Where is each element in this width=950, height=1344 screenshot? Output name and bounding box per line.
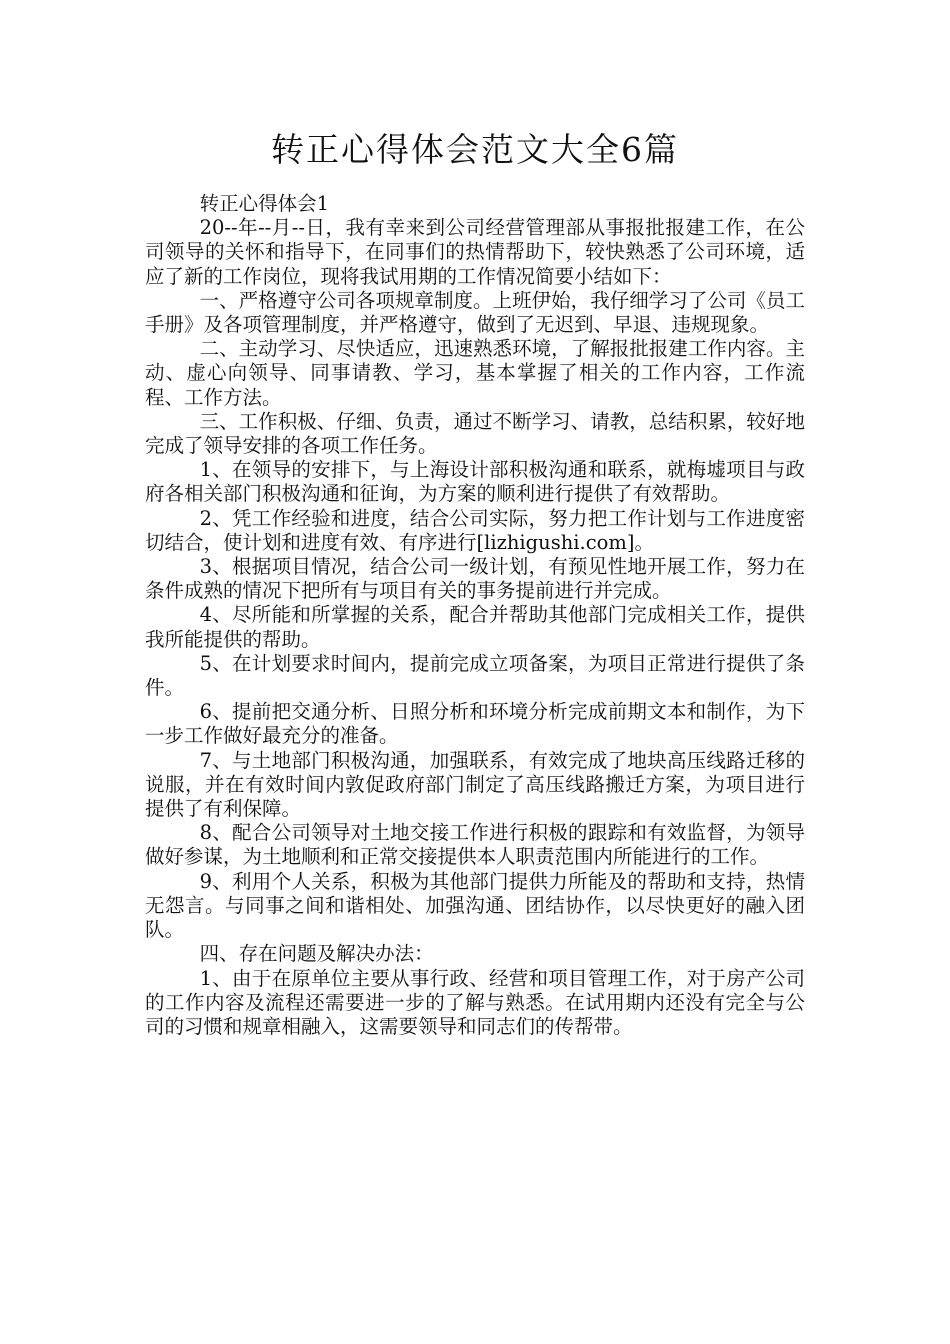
list-item: 8、配合公司领导对土地交接工作进行积极的跟踪和有效监督，为领导做好参谋，为土地顺利和正常交接提供本人职责范围内所能进行的工作。	[145, 821, 805, 869]
list-item: 1、在领导的安排下，与上海设计部积极沟通和联系，就梅墟项目与政府各相关部门积极沟通和征询，为方案的顺利进行提供了有效帮助。	[145, 458, 805, 506]
paragraph-rules: 一、严格遵守公司各项规章制度。上班伊始，我仔细学习了公司《员工手册》及各项管理制度，并严格遵守，做到了无迟到、早退、违规现象。	[145, 288, 805, 337]
intro-paragraph: 20--年--月--日，我有幸来到公司经营管理部从事报批报建工作，在公司领导的关怀和指导下，在同事们的热情帮助下，较快熟悉了公司环境，适应了新的工作岗位，现将我试用期的工作情况简要小结如下：	[145, 216, 805, 288]
paragraph-work: 三、工作积极、仔细、负责，通过不断学习、请教，总结积累，较好地完成了领导安排的各项工作任务。	[145, 409, 805, 458]
list-item: 4、尽所能和所掌握的关系，配合并帮助其他部门完成相关工作，提供我所能提供的帮助。	[145, 603, 805, 651]
list-item: 1、由于在原单位主要从事行政、经营和项目管理工作，对于房产公司的工作内容及流程还需要进一步的了解与熟悉。在试用期内还没有完全与公司的习惯和规章相融入，这需要领导和同志们的传帮带。	[145, 966, 805, 1038]
document-page	[145, 128, 805, 1039]
document-title: 转正心得体会范文大全6篇	[271, 130, 679, 169]
list-item: 5、在计划要求时间内，提前完成立项备案，为项目正常进行提供了条件。	[145, 651, 805, 700]
list-item: 3、根据项目情况，结合公司一级计划，有预见性地开展工作，努力在条件成熟的情况下把所有与项目有关的事务提前进行并完成。	[145, 555, 805, 603]
list-item: 9、利用个人关系，积极为其他部门提供力所能及的帮助和支持，热情无怨言。与同事之间和谐相处、加强沟通、团结协作，以尽快更好的融入团队。	[145, 869, 805, 942]
paragraph-problems: 四、存在问题及解决办法：	[199, 942, 434, 966]
section-heading: 转正心得体会1	[199, 192, 330, 215]
document-body	[145, 192, 805, 1039]
paragraph-learning: 二、主动学习、尽快适应，迅速熟悉环境，了解报批报建工作内容。主动、虚心向领导、同事请教、学习，基本掌握了相关的工作内容，工作流程、工作方法。	[145, 337, 805, 409]
list-item: 6、提前把交通分析、日照分析和环境分析完成前期文本和制作，为下一步工作做好最充分的准备。	[145, 700, 805, 748]
list-item: 2、凭工作经验和进度，结合公司实际，努力把工作计划与工作进度密切结合，使计划和进度有效、有序进行[lizhigushi.com]。	[145, 506, 805, 554]
list-item: 7、与土地部门积极沟通，加强联系，有效完成了地块高压线路迁移的说服，并在有效时间内敦促政府部门制定了高压线路搬迁方案，为项目进行提供了有利保障。	[145, 748, 805, 821]
